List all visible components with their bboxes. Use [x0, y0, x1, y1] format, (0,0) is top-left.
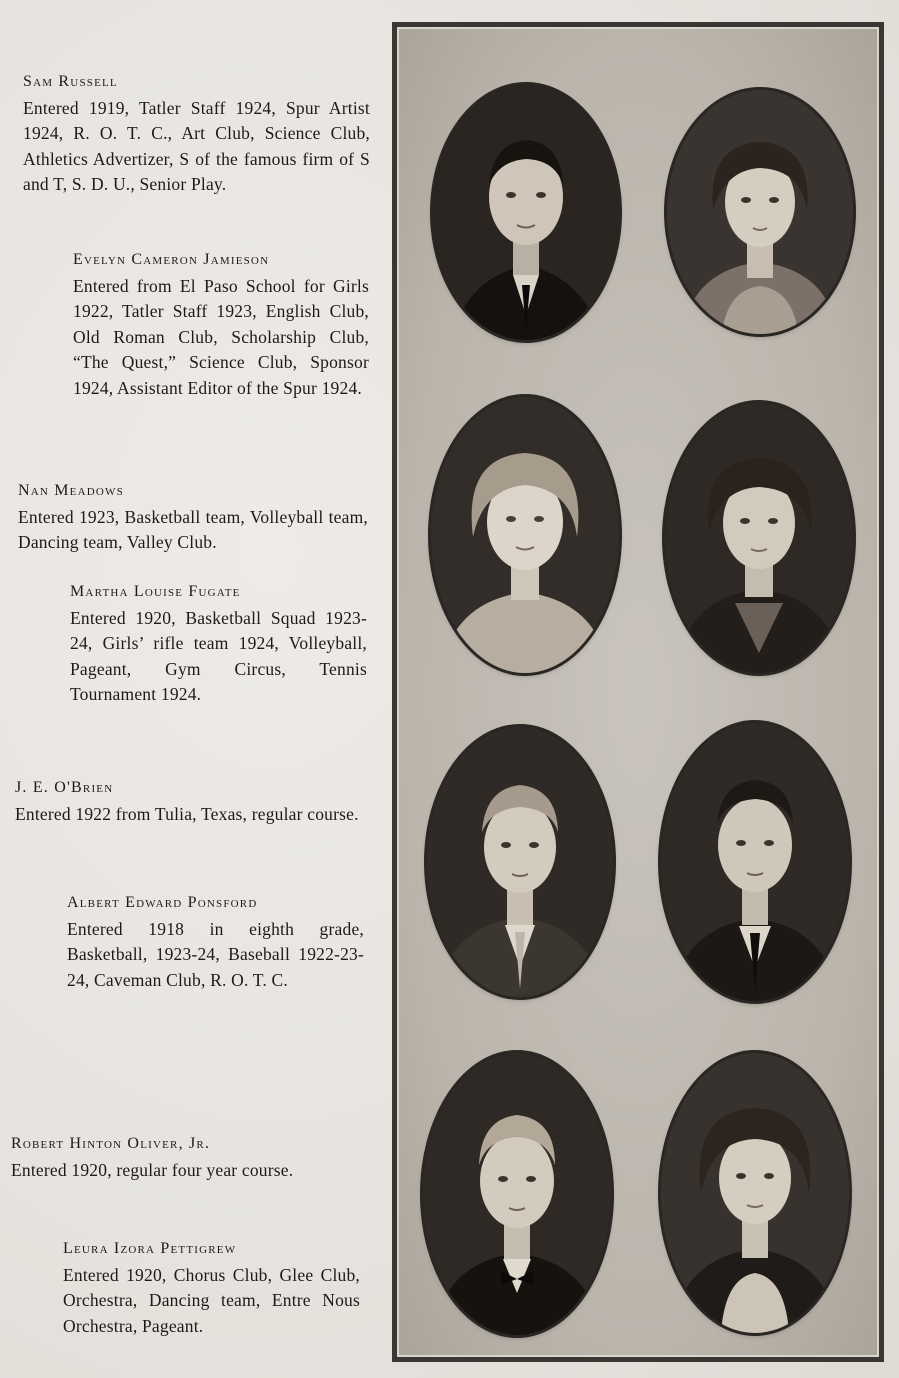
- student-description: Entered 1923, Basketball team, Volleyball team, Dancing team, Valley Club.: [18, 506, 368, 553]
- bio-albert-ponsford: [67, 890, 364, 993]
- student-name: Leura Izora Pettigrew: [63, 1240, 237, 1257]
- woman-portrait-image: [661, 1053, 849, 1333]
- man-portrait-image: [427, 727, 613, 997]
- bio-leura-pettigrew: [63, 1236, 360, 1339]
- woman-portrait-image: [667, 90, 853, 334]
- bio-je-obrien: [15, 775, 365, 827]
- woman-portrait-image: [431, 397, 619, 673]
- student-name: J. E. O'Brien: [15, 779, 114, 796]
- portrait-panel: [392, 22, 884, 1362]
- portrait-photo: [667, 90, 853, 334]
- student-name: Martha Louise Fugate: [70, 583, 241, 600]
- student-description: Entered 1918 in eighth grade, Basketball, 1923-24, Baseball 1922-23-24, Caveman Club, R. O. T. C.: [67, 918, 364, 990]
- student-name: Sam Russell: [23, 73, 118, 90]
- man-portrait-image: [423, 1053, 611, 1335]
- man-portrait-image: [433, 85, 619, 340]
- student-description: Entered 1920, regular four year course.: [11, 1159, 294, 1180]
- bio-nan-meadows: [18, 478, 368, 556]
- portrait-photo: [665, 403, 853, 673]
- student-name: Albert Edward Ponsford: [67, 894, 258, 911]
- portrait-photo: [661, 1053, 849, 1333]
- bio-robert-oliver: [11, 1131, 363, 1183]
- portrait-photo: [661, 723, 849, 1001]
- portrait-photo: [431, 397, 619, 673]
- student-description: Entered 1919, Tatler Staff 1924, Spur Artist 1924, R. O. T. C., Art Club, Science Club, Athletics Advertizer, S of the famous firm of S and T, S. D. U., Senior Play.: [23, 97, 370, 195]
- student-description: Entered 1920, Basketball Squad 1923-24, Girls’ rifle team 1924, Volleyball, Pageant, Gym Circus, Tennis Tournament 1924.: [70, 607, 367, 705]
- bio-evelyn-jamieson: [73, 247, 369, 402]
- portrait-panel-mount: [397, 27, 879, 1357]
- student-name: Evelyn Cameron Jamieson: [73, 251, 270, 268]
- student-description: Entered from El Paso School for Girls 1922, Tatler Staff 1923, English Club, Old Roman Club, Scholarship Club, “The Quest,” Science Club, Sponsor 1924, Assistant Editor of the Spur 1924.: [73, 275, 369, 398]
- student-description: Entered 1922 from Tulia, Texas, regular course.: [15, 803, 359, 824]
- woman-portrait-image: [665, 403, 853, 673]
- portrait-photo: [433, 85, 619, 340]
- bio-sam-russell: [23, 69, 370, 198]
- man-portrait-image: [661, 723, 849, 1001]
- portrait-photo: [427, 727, 613, 997]
- portrait-photo: [423, 1053, 611, 1335]
- student-name: Nan Meadows: [18, 482, 124, 499]
- student-description: Entered 1920, Chorus Club, Glee Club, Orchestra, Dancing team, Entre Nous Orchestra, Pageant.: [63, 1264, 360, 1336]
- bio-martha-fugate: [70, 579, 367, 708]
- student-name: Robert Hinton Oliver, Jr.: [11, 1135, 211, 1152]
